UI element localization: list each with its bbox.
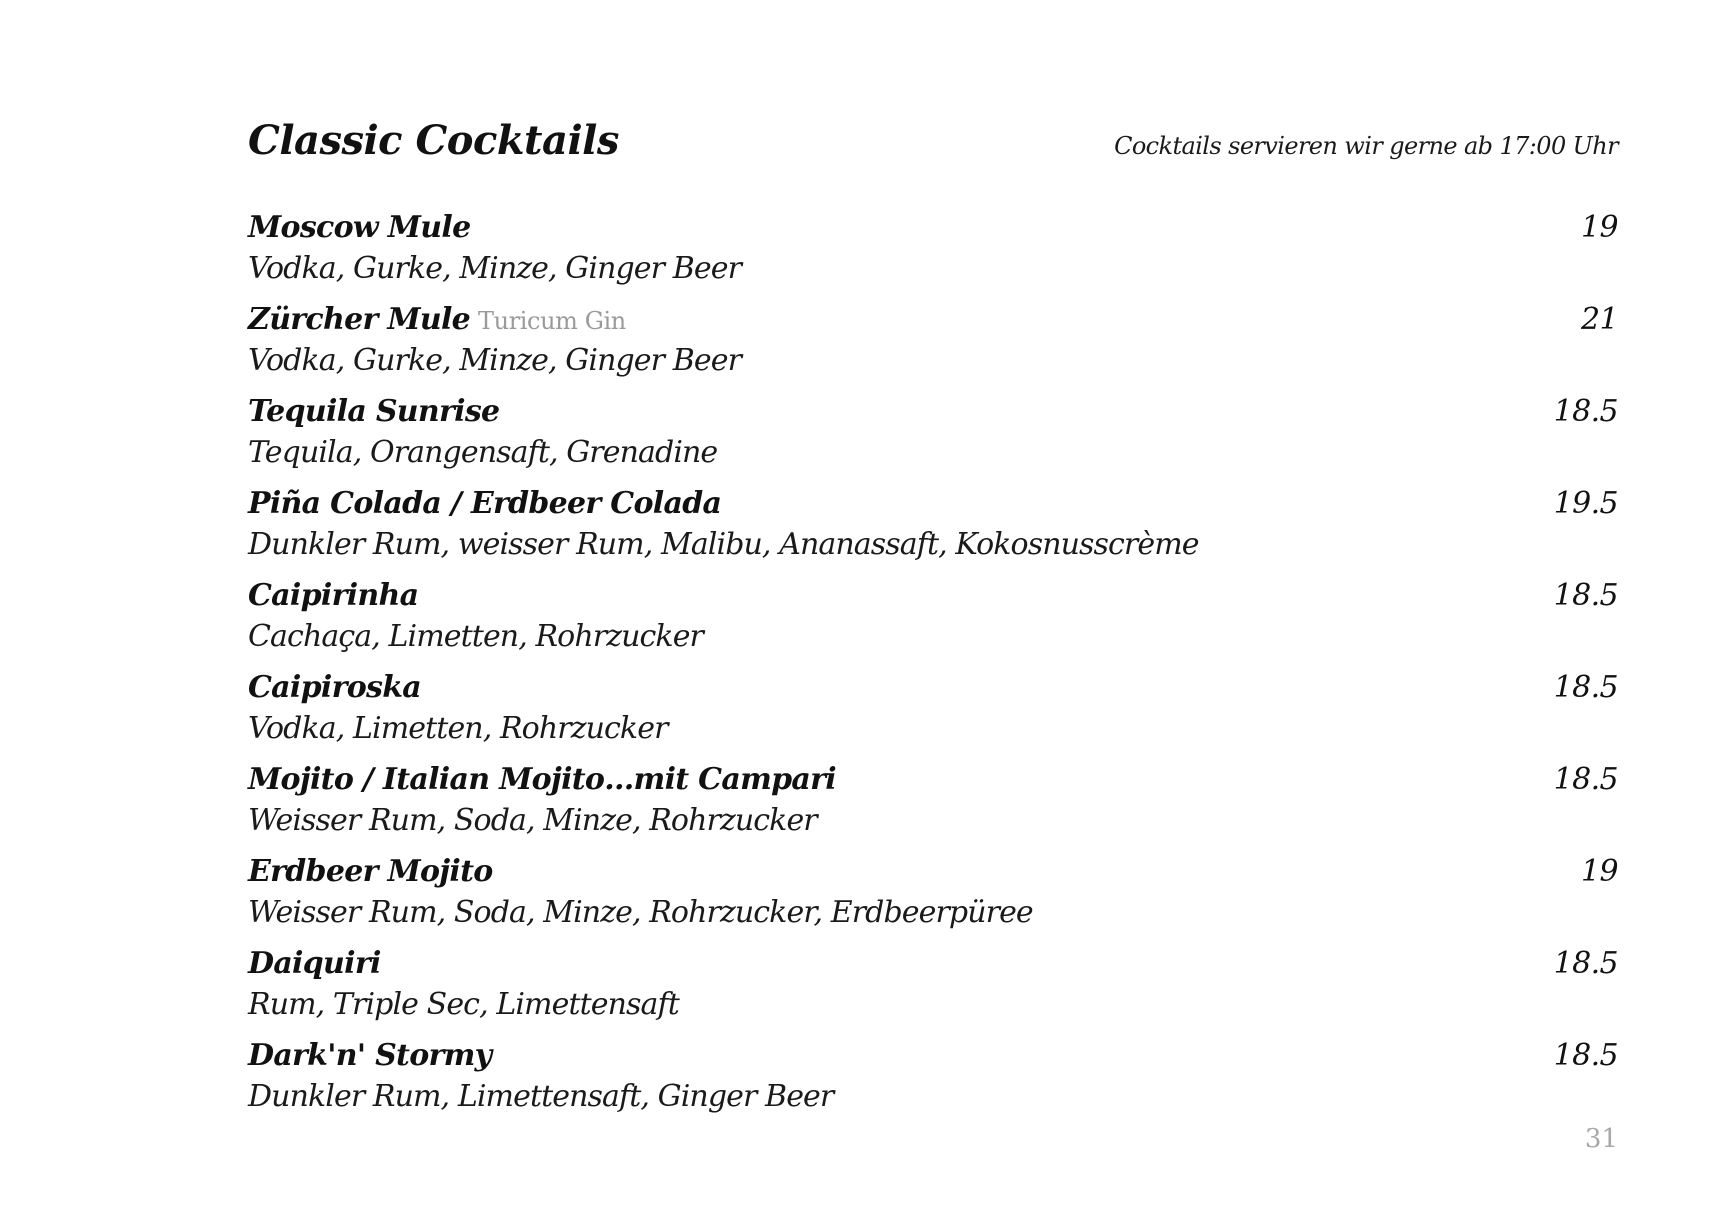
item-description: Dunkler Rum, weisser Rum, Malibu, Ananassaft, Kokosnusscrème bbox=[248, 527, 1199, 562]
item-price: 21 bbox=[1581, 302, 1618, 337]
list-item bbox=[248, 302, 1618, 394]
item-subtitle: Turicum Gin bbox=[478, 307, 626, 335]
page-title: Classic Cocktails bbox=[248, 117, 619, 164]
item-name bbox=[248, 578, 418, 613]
item-name bbox=[248, 302, 626, 337]
item-name-text: Erdbeer Mojito bbox=[248, 854, 493, 889]
item-row bbox=[248, 854, 1618, 894]
list-item bbox=[248, 670, 1618, 762]
item-description: Weisser Rum, Soda, Minze, Rohrzucker bbox=[248, 803, 817, 838]
menu-header bbox=[248, 118, 1618, 210]
list-item bbox=[248, 394, 1618, 486]
item-row bbox=[248, 210, 1618, 250]
item-price: 19.5 bbox=[1553, 486, 1618, 521]
item-name-text: Moscow Mule bbox=[248, 210, 471, 245]
item-row bbox=[248, 1038, 1618, 1078]
menu-page bbox=[248, 118, 1618, 1178]
item-name-text: Piña Colada / Erdbeer Colada bbox=[248, 486, 722, 521]
item-name bbox=[248, 762, 836, 797]
item-price: 18.5 bbox=[1553, 670, 1618, 705]
serving-note: Cocktails servieren wir gerne ab 17:00 Uhr bbox=[1114, 132, 1618, 160]
item-name bbox=[248, 210, 470, 245]
item-name bbox=[248, 946, 381, 981]
list-item bbox=[248, 578, 1618, 670]
item-price: 18.5 bbox=[1553, 394, 1618, 429]
item-price: 18.5 bbox=[1553, 946, 1618, 981]
item-description: Vodka, Gurke, Minze, Ginger Beer bbox=[248, 251, 742, 286]
item-description: Tequila, Orangensaft, Grenadine bbox=[248, 435, 718, 470]
list-item bbox=[248, 854, 1618, 946]
item-row bbox=[248, 302, 1618, 342]
item-description: Weisser Rum, Soda, Minze, Rohrzucker, Erdbeerpüree bbox=[248, 895, 1033, 930]
item-description: Dunkler Rum, Limettensaft, Ginger Beer bbox=[248, 1079, 834, 1114]
item-name bbox=[248, 1038, 491, 1073]
page-number: 31 bbox=[1584, 1124, 1618, 1154]
item-row bbox=[248, 486, 1618, 526]
item-description: Rum, Triple Sec, Limettensaft bbox=[248, 987, 679, 1022]
item-name-text: Zürcher Mule bbox=[248, 302, 471, 337]
item-row bbox=[248, 762, 1618, 802]
item-name bbox=[248, 394, 499, 429]
item-row bbox=[248, 394, 1618, 434]
item-price: 18.5 bbox=[1553, 1038, 1618, 1073]
list-item bbox=[248, 1038, 1618, 1130]
cocktail-list bbox=[248, 210, 1618, 1130]
list-item bbox=[248, 210, 1618, 302]
item-name-text: Caipiroska bbox=[248, 670, 422, 705]
item-row bbox=[248, 578, 1618, 618]
item-name bbox=[248, 670, 421, 705]
item-name-text: Dark'n' Stormy bbox=[248, 1038, 492, 1073]
item-price: 19 bbox=[1581, 210, 1618, 245]
item-name-text: Daiquiri bbox=[248, 946, 381, 981]
item-price: 18.5 bbox=[1553, 578, 1618, 613]
item-description: Cachaça, Limetten, Rohrzucker bbox=[248, 619, 703, 654]
item-price: 18.5 bbox=[1553, 762, 1618, 797]
item-description: Vodka, Limetten, Rohrzucker bbox=[248, 711, 668, 746]
item-price: 19 bbox=[1581, 854, 1618, 889]
item-description: Vodka, Gurke, Minze, Ginger Beer bbox=[248, 343, 742, 378]
list-item bbox=[248, 486, 1618, 578]
item-name-text: Tequila Sunrise bbox=[248, 394, 500, 429]
item-name-text: Mojito / Italian Mojito…mit Campari bbox=[248, 762, 836, 797]
item-name bbox=[248, 854, 493, 889]
item-row bbox=[248, 670, 1618, 710]
item-row bbox=[248, 946, 1618, 986]
item-name-text: Caipirinha bbox=[248, 578, 419, 613]
list-item bbox=[248, 762, 1618, 854]
list-item bbox=[248, 946, 1618, 1038]
item-name bbox=[248, 486, 721, 521]
